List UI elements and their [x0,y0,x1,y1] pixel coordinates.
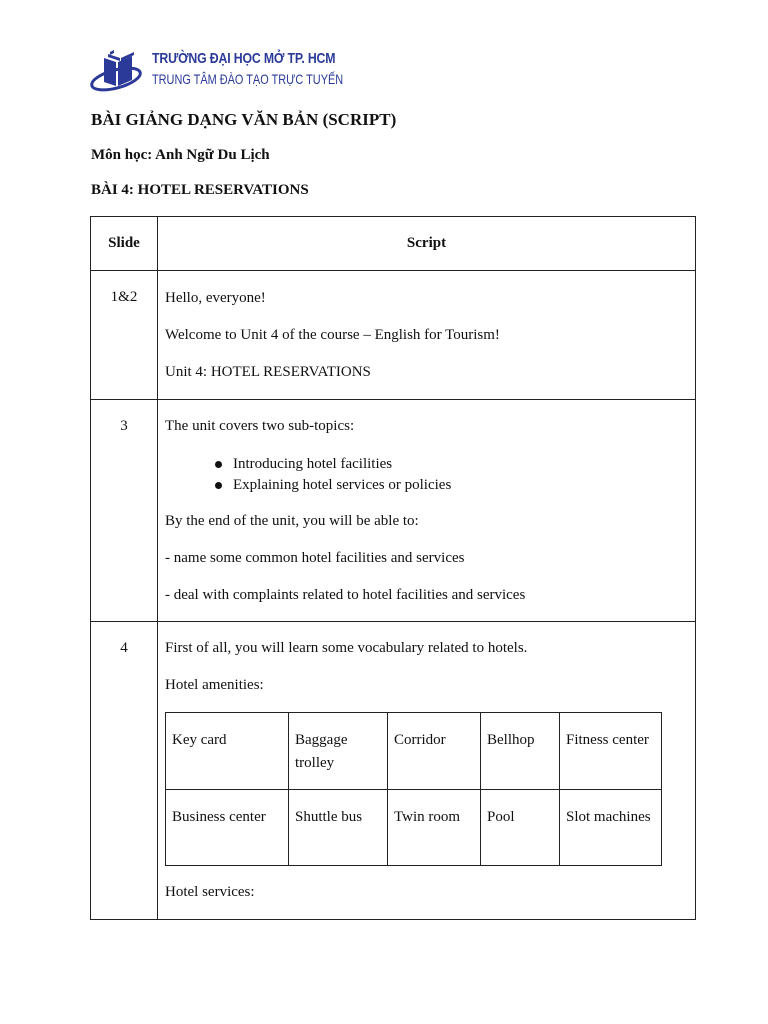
services-label: Hotel services: [165,884,255,900]
amenities-label: Hotel amenities: [165,677,264,693]
slide-number: 1&2 [91,271,158,400]
script-line: - deal with complaints related to hotel facilities and services [165,587,526,603]
list-item: Introducing hotel facilities [233,454,689,475]
course-name: Môn học: Anh Ngữ Du Lịch [91,147,270,163]
script-cell [158,400,696,622]
script-line: By the end of the unit, you will be able to: [165,513,419,529]
amenity-cell: Slot machines [560,790,662,866]
script-line: Unit 4: HOTEL RESERVATIONS [165,364,371,380]
script-cell [158,271,696,400]
book-emblem-icon [90,46,148,96]
amenity-cell: Bellhop [481,713,560,790]
table-row [91,622,696,920]
amenity-cell: Shuttle bus [289,790,388,866]
amenity-cell: Business center [166,790,289,866]
amenities-table [165,712,662,866]
university-name: TRƯỜNG ĐẠI HỌC MỞ TP. HCM [152,50,336,67]
table-header-row [91,217,696,271]
slide-number: 4 [91,622,158,920]
table-row [91,400,696,622]
subtopic-list [165,454,689,496]
amenity-cell: Baggage trolley [289,713,388,790]
amenity-cell: Fitness center [560,713,662,790]
amenity-cell: Pool [481,790,560,866]
script-cell [158,622,696,920]
script-line: - name some common hotel facilities and services [165,550,465,566]
lesson-title: BÀI 4: HOTEL RESERVATIONS [91,182,309,198]
amenity-cell: Key card [166,713,289,790]
script-line: Welcome to Unit 4 of the course – English for Tourism! [165,327,500,343]
script-line: Hello, everyone! [165,290,266,306]
table-row [166,790,662,866]
amenity-cell: Twin room [388,790,481,866]
slide-column-header: Slide [91,217,158,271]
amenity-cell: Corridor [388,713,481,790]
script-column-header: Script [158,217,696,271]
list-item: Explaining hotel services or policies [233,475,689,496]
document-title: BÀI GIẢNG DẠNG VĂN BẢN (SCRIPT) [91,110,397,129]
script-table [90,216,696,920]
slide-number: 3 [91,400,158,622]
center-name: TRUNG TÂM ĐÀO TẠO TRỰC TUYẾN [152,71,344,87]
university-logo [90,46,344,96]
script-line: First of all, you will learn some vocabulary related to hotels. [165,640,528,656]
table-row [91,271,696,400]
script-line: The unit covers two sub-topics: [165,418,355,434]
table-row [166,713,662,790]
